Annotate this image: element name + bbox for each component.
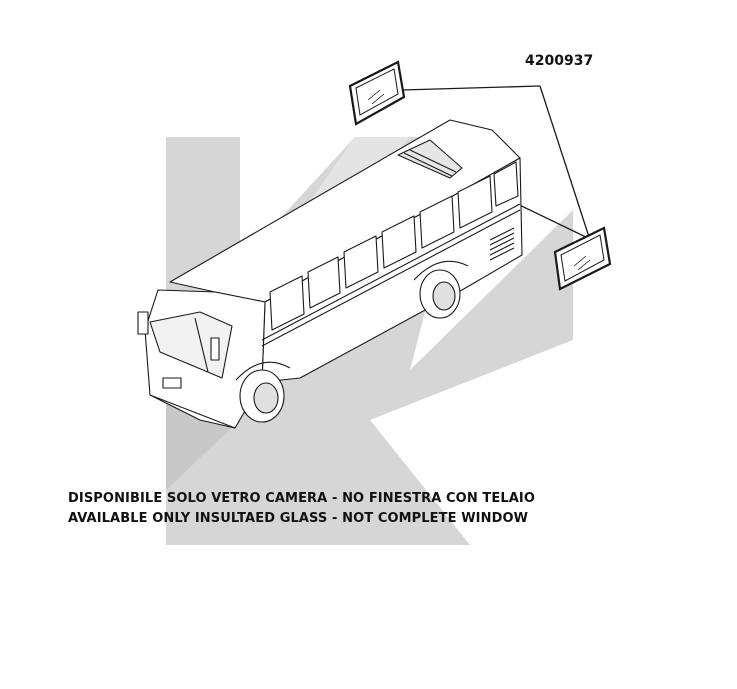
caption-english: AVAILABLE ONLY INSULTAED GLASS - NOT COMPLETE WINDOW [68, 511, 529, 526]
leader-line-top [402, 86, 540, 90]
caption-italian: DISPONIBILE SOLO VETRO CAMERA - NO FINESTRA CON TELAIO [68, 491, 536, 506]
bus-rear-hub [433, 282, 455, 310]
bus-mirror-right [211, 338, 219, 360]
bus-front-hub [254, 383, 278, 413]
window-glass-panel-top [350, 62, 404, 124]
bus-plate [163, 378, 181, 388]
bus-mirror-left [138, 312, 148, 334]
part-number: 4200937 [525, 53, 594, 69]
